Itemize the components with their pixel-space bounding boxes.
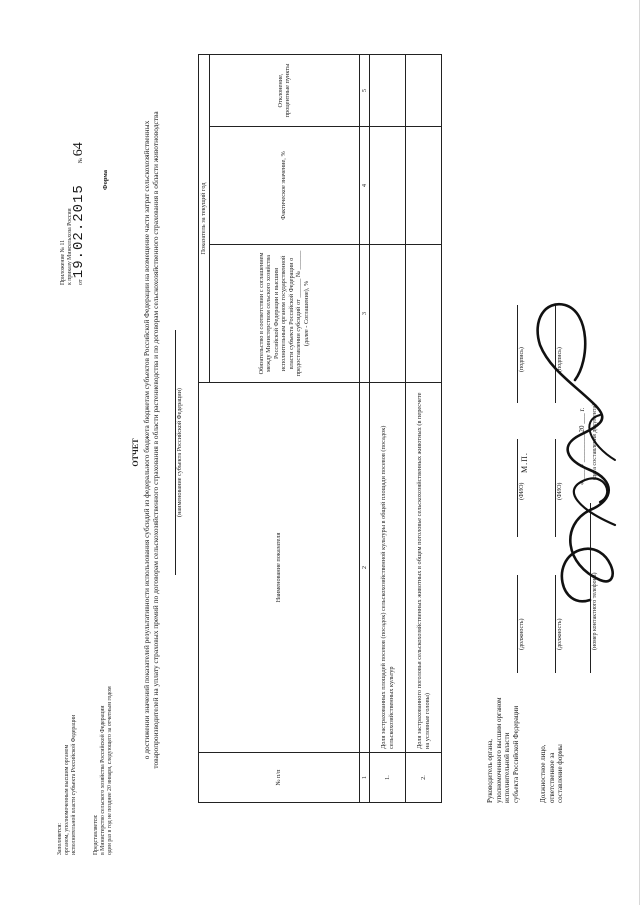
- head-signature-caption: (подпись): [519, 347, 525, 372]
- header-num: № п/п: [199, 753, 360, 803]
- document-date-line[interactable]: « ___ » ________ 20 ___ г.: [578, 407, 586, 485]
- header-actual: Фактическое значение, %: [209, 127, 359, 245]
- official-line-3: составление формы: [556, 744, 564, 803]
- row-num: 2.: [406, 753, 442, 803]
- table-row: [370, 54, 406, 802]
- row-commitment-cell[interactable]: [406, 245, 442, 383]
- table-row: [406, 54, 442, 802]
- row-deviation-cell[interactable]: [370, 54, 406, 126]
- form-label: Форма: [102, 170, 109, 190]
- index-cell: 4: [359, 127, 370, 245]
- phone-caption: (номер контактного телефона): [592, 572, 598, 650]
- row-actual-cell[interactable]: [370, 127, 406, 245]
- header-group: Показатель за текущий год: [199, 54, 210, 382]
- appendix-block: [60, 142, 86, 285]
- order-number: 64: [71, 142, 87, 157]
- date-prefix: от: [78, 279, 85, 285]
- official-line-2: ответственное за: [547, 752, 556, 803]
- row-num: 1.: [370, 753, 406, 803]
- head-line-3: исполнительной власти: [503, 732, 511, 803]
- handwritten-signature: [520, 290, 640, 620]
- head-position-line[interactable]: [517, 575, 518, 673]
- table-header-row-1: [199, 54, 210, 802]
- row-actual-cell[interactable]: [406, 127, 442, 245]
- fill-line-3: исполнительной власти субъекта Российской Федерации: [71, 714, 78, 855]
- row-commitment-cell[interactable]: [370, 245, 406, 383]
- fill-instructions: [57, 715, 79, 855]
- head-line-2: уполномоченного высшим органом: [494, 697, 503, 803]
- official-line-1: Должностное лицо,: [539, 744, 547, 803]
- approval-date: 19.02.2015: [71, 184, 88, 279]
- row-indicator: Доля застрахованных площадей посевов (посадок) сельскохозяйственной культуры в общей площади посевов (посадок) сельскохозяйственных культур: [370, 383, 406, 753]
- appendix-date-row: [71, 142, 88, 285]
- fill-line-2: органом, уполномоченным высшим органом: [64, 744, 71, 855]
- indicators-table: [198, 54, 442, 803]
- head-fio-line[interactable]: [517, 439, 518, 537]
- header-deviation: Отклонение, процентные пункты: [209, 54, 359, 126]
- head-position-caption: (должность): [519, 618, 525, 650]
- stamp-label: М.П.: [520, 452, 529, 473]
- index-cell: 2: [359, 383, 370, 753]
- head-line-4: субъекта Российской Федерации: [511, 705, 520, 803]
- head-signature-line[interactable]: [517, 305, 518, 403]
- submit-line-3: один раз в год не позднее 20 января, следующего за отчетным годом: [107, 686, 114, 855]
- submit-instructions: [93, 686, 115, 855]
- head-fio-caption: (ФИО): [519, 482, 525, 500]
- number-prefix: №: [78, 157, 85, 164]
- appendix-line-2: к приказу Минсельхоза России: [67, 208, 74, 285]
- index-cell: 1: [359, 753, 370, 803]
- region-caption: (наименование субъекта Российской Федерации): [176, 388, 183, 517]
- submit-line-1: Представляется:: [93, 814, 99, 855]
- report-title: ОТЧЕТ: [131, 438, 140, 467]
- appendix-line-1: Приложение № 11: [60, 239, 66, 285]
- head-official-label: [486, 697, 520, 803]
- submit-line-2: в Министерство сельского хозяйства Российской Федерации: [100, 705, 107, 855]
- document-date-caption: (дата составления документа): [592, 403, 598, 480]
- index-cell: 5: [359, 54, 370, 126]
- official-position-caption: (должность): [557, 618, 563, 650]
- header-commitment: Обязательство в соответствии с соглашением между Министерством сельского хозяйства Российской Федерации и высшим исполнительным органом государственной власти субъекта Российской Федерации о предоставлении субсидий от ______ № ______ (далее - Соглашение), %: [209, 245, 359, 383]
- official-signature-caption: (подпись): [557, 347, 563, 372]
- row-indicator: Доля застрахованного поголовья сельскохозяйственных животных в общем поголовье сельскохозяйственных животных (в пересчете на условные головы): [406, 383, 442, 753]
- table-index-row: [359, 54, 370, 802]
- index-cell: 3: [359, 245, 370, 383]
- head-line-1: Руководитель органа,: [486, 739, 494, 803]
- row-deviation-cell[interactable]: [406, 54, 442, 126]
- responsible-official-label: [539, 744, 565, 803]
- fill-line-1: Заполняется:: [57, 822, 63, 855]
- official-fio-caption: (ФИО): [557, 482, 563, 500]
- report-subtitle: о достижении значений показателей результативности использования субсидий из федерального бюджета бюджетам субъектов Российской Федерации на возмещение части затрат сельскохозяйственных товаропроизводителей на уплату страховых премий по договорам сельскохозяйственного страхования в области растениеводства и по договорам сельскохозяйственного страхования в области животноводства: [142, 111, 160, 769]
- header-name: Наименование показателя: [199, 383, 360, 753]
